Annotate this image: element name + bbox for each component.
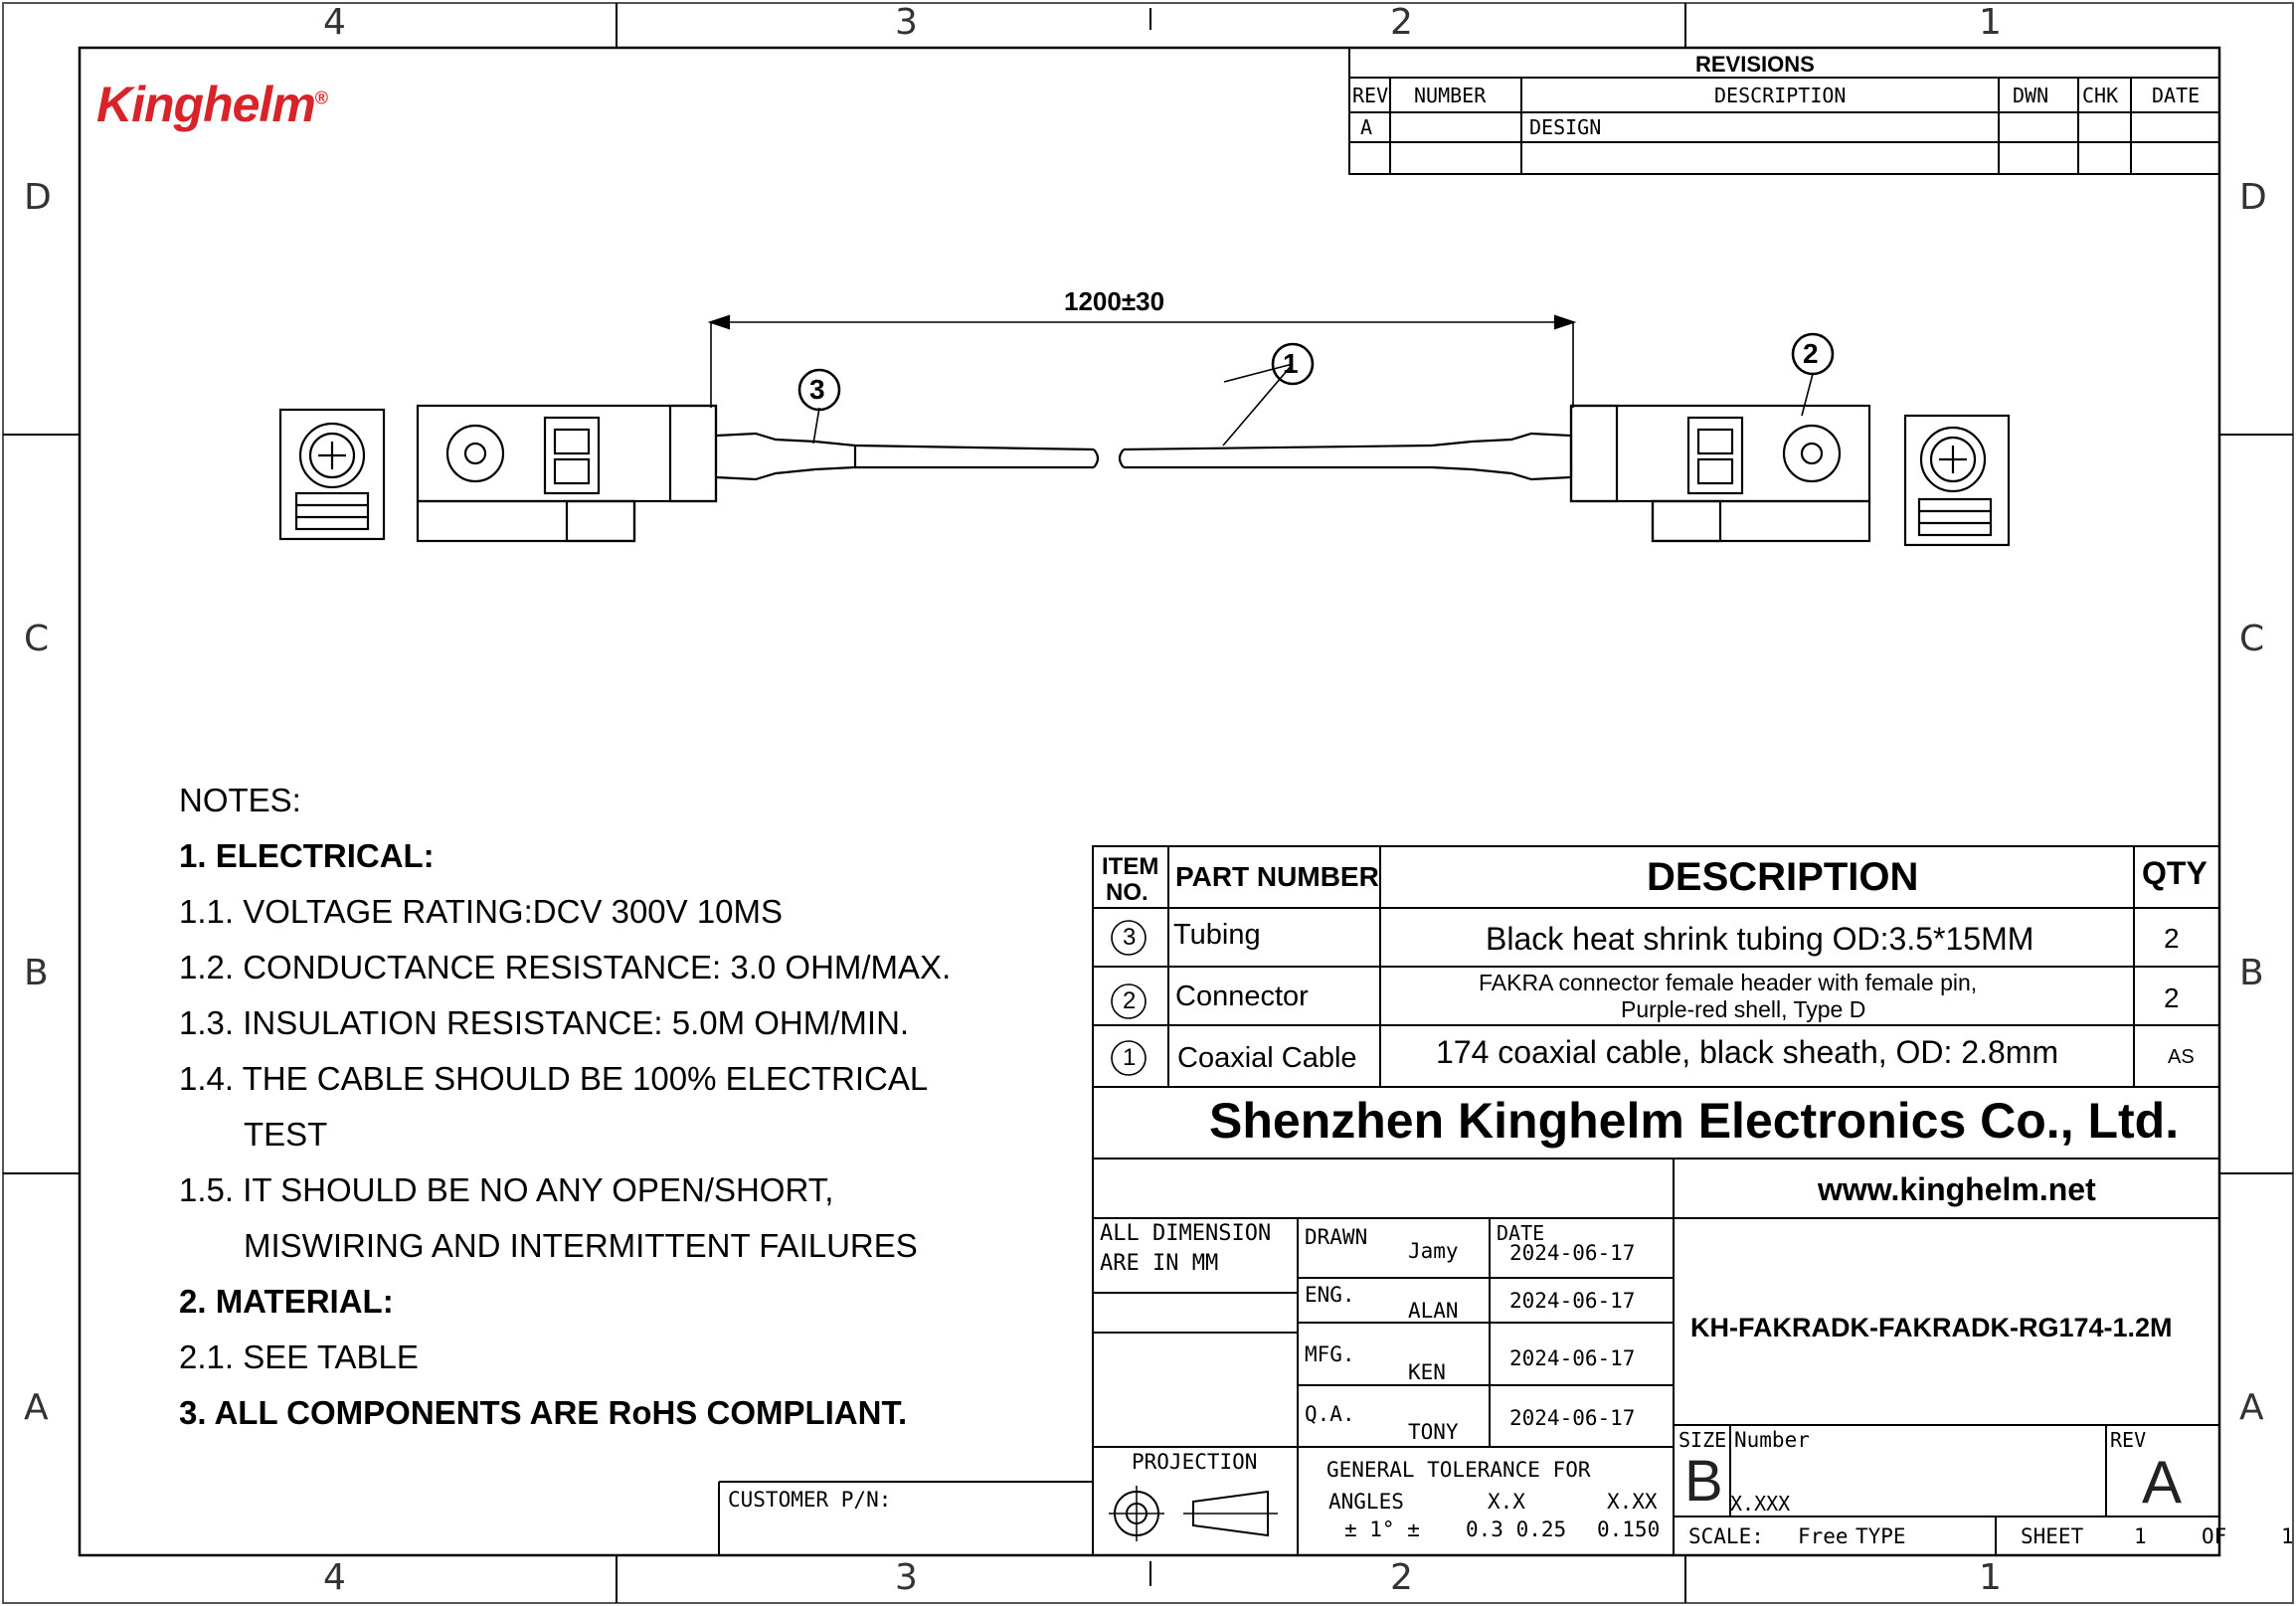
bom-qty-header: QTY xyxy=(2142,855,2208,891)
tolerance-xxx-value: 0.150 xyxy=(1597,1517,1661,1541)
approval-date: 2024-06-17 xyxy=(1509,1346,1636,1370)
of-value: 1 xyxy=(2281,1524,2294,1548)
bom-row-part: Coaxial Cable xyxy=(1177,1042,1357,1074)
zone-col-3-bottom: 3 xyxy=(895,1557,918,1598)
note-line: 1. ELECTRICAL: xyxy=(179,837,435,874)
bom-row-desc: Black heat shrink tubing OD:3.5*15MM xyxy=(1486,921,2034,957)
bom-row-part: Tubing xyxy=(1173,919,1261,951)
approval-role: MFG. xyxy=(1305,1342,1355,1366)
zone-row-a-right: A xyxy=(2239,1387,2264,1428)
company-name: Shenzhen Kinghelm Electronics Co., Ltd. xyxy=(1209,1093,2180,1149)
length-dimension: 1200±30 xyxy=(1064,286,1165,316)
bom-row-desc: 174 coaxial cable, black sheath, OD: 2.8mm xyxy=(1436,1034,2059,1070)
note-line: TEST xyxy=(244,1116,328,1153)
note-line: 2.1. SEE TABLE xyxy=(179,1338,419,1375)
note-line: 1.3. INSULATION RESISTANCE: 5.0M OHM/MIN. xyxy=(179,1004,910,1041)
number-header: NUMBER xyxy=(1414,84,1487,107)
balloon-1: 1 xyxy=(1283,348,1299,379)
zone-col-1: 1 xyxy=(1979,2,2002,43)
zone-row-d: D xyxy=(24,177,52,218)
tolerance-xx-header: X.X xyxy=(1488,1490,1525,1514)
website[interactable]: www.kinghelm.net xyxy=(1818,1171,2096,1207)
zone-row-b-right: B xyxy=(2239,953,2264,993)
approval-date: 2024-06-17 xyxy=(1509,1406,1636,1430)
zone-col-3: 3 xyxy=(895,2,918,43)
sheet-label: SHEET xyxy=(2021,1524,2084,1548)
kinghelm-logo: Kinghelm® xyxy=(96,77,328,132)
dimension-note-2: ARE IN MM xyxy=(1100,1251,1219,1276)
size-value: B xyxy=(1684,1449,1723,1514)
tolerance-xxx-header: X.XX xyxy=(1607,1490,1658,1514)
rev-value: A xyxy=(2142,1449,2183,1516)
projection-label: PROJECTION xyxy=(1132,1450,1258,1474)
approval-name: Jamy xyxy=(1408,1239,1459,1263)
bom-row-desc: FAKRA connector female header with female pin, xyxy=(1479,970,1978,995)
dimension-note: ALL DIMENSION xyxy=(1100,1221,1272,1246)
bom-row-part: Connector xyxy=(1175,981,1309,1012)
date-label: DATE xyxy=(1497,1221,1545,1245)
revision-row-rev: A xyxy=(1360,115,1373,139)
zone-col-2-bottom: 2 xyxy=(1390,1557,1413,1598)
note-line: 1.4. THE CABLE SHOULD BE 100% ELECTRICAL xyxy=(179,1060,929,1097)
tolerance-angles-label: ANGLES xyxy=(1328,1490,1404,1514)
tolerance-xx-values: 0.3 0.25 xyxy=(1466,1517,1567,1541)
note-line: 1.1. VOLTAGE RATING:DCV 300V 10MS xyxy=(179,893,784,930)
zone-col-1-bottom: 1 xyxy=(1979,1557,2002,1598)
approval-role: Q.A. xyxy=(1305,1402,1355,1426)
approval-role: ENG. xyxy=(1305,1283,1355,1307)
revisions-title: REVISIONS xyxy=(1695,52,1815,77)
rev-header: REV xyxy=(1352,84,1389,107)
size-label: SIZE xyxy=(1678,1428,1727,1452)
chk-header: CHK xyxy=(2082,84,2119,107)
rev-label: REV xyxy=(2110,1428,2147,1452)
bom-row-qty: AS xyxy=(2168,1046,2195,1068)
note-line: 1.5. IT SHOULD BE NO ANY OPEN/SHORT, xyxy=(179,1171,834,1208)
notes-heading: NOTES: xyxy=(179,782,301,818)
zone-row-c: C xyxy=(24,619,50,659)
note-line: 1.2. CONDUCTANCE RESISTANCE: 3.0 OHM/MAX. xyxy=(179,949,952,985)
note-line: 2. MATERIAL: xyxy=(179,1283,394,1320)
note-line: MISWIRING AND INTERMITTENT FAILURES xyxy=(244,1227,918,1264)
of-label: OF xyxy=(2202,1524,2227,1548)
zone-row-b: B xyxy=(24,953,49,993)
type-label: TYPE xyxy=(1855,1524,1906,1548)
approval-name: ALAN xyxy=(1408,1299,1459,1323)
bom-part-header: PART NUMBER xyxy=(1175,861,1379,892)
scale-value: Free xyxy=(1798,1524,1849,1548)
number-label: Number xyxy=(1734,1428,1810,1452)
zone-col-2: 2 xyxy=(1390,2,1413,43)
zone-row-c-right: C xyxy=(2239,619,2265,659)
zone-col-4-bottom: 4 xyxy=(323,1557,346,1598)
approval-date: 2024-06-17 xyxy=(1509,1289,1636,1313)
bom-row-qty: 2 xyxy=(2164,982,2180,1013)
balloon-3: 3 xyxy=(809,374,825,405)
zone-row-a: A xyxy=(24,1387,49,1428)
drawing-part-number: KH-FAKRADK-FAKRADK-RG174-1.2M xyxy=(1690,1313,2173,1342)
sheet-value: 1 xyxy=(2134,1524,2147,1548)
bom-row-desc-2: Purple-red shell, Type D xyxy=(1621,996,1866,1022)
scale-label: SCALE: xyxy=(1688,1524,1764,1548)
approval-role: DRAWN xyxy=(1305,1225,1368,1249)
tolerance-title: GENERAL TOLERANCE FOR xyxy=(1326,1458,1591,1482)
balloon-2: 2 xyxy=(1803,338,1819,369)
revision-row-description: DESIGN xyxy=(1529,115,1602,139)
bom-row-qty: 2 xyxy=(2164,923,2180,954)
bom-item-header: ITEM xyxy=(1102,853,1159,880)
bom-row-item: 2 xyxy=(1123,987,1137,1014)
zone-row-d-right: D xyxy=(2239,177,2267,218)
approval-name: KEN xyxy=(1408,1360,1446,1384)
bom-row-item: 3 xyxy=(1123,924,1137,951)
dwn-header: DWN xyxy=(2013,84,2049,107)
description-header: DESCRIPTION xyxy=(1714,84,1847,107)
date-header: DATE xyxy=(2152,84,2201,107)
note-line: 3. ALL COMPONENTS ARE RoHS COMPLIANT. xyxy=(179,1394,908,1431)
bom-item-header-2: NO. xyxy=(1106,879,1148,906)
tolerance-xxxx-label: X.XXX xyxy=(1730,1492,1791,1516)
approval-name: TONY xyxy=(1408,1420,1459,1444)
bom-description-header: DESCRIPTION xyxy=(1647,855,1919,899)
customer-pn-label: CUSTOMER P/N: xyxy=(728,1488,892,1512)
approval-date: 2024-06-17 xyxy=(1509,1241,1636,1265)
bom-row-item: 1 xyxy=(1123,1044,1137,1071)
tolerance-angles-value: ± 1° ± xyxy=(1344,1517,1420,1541)
zone-col-4: 4 xyxy=(323,2,346,43)
